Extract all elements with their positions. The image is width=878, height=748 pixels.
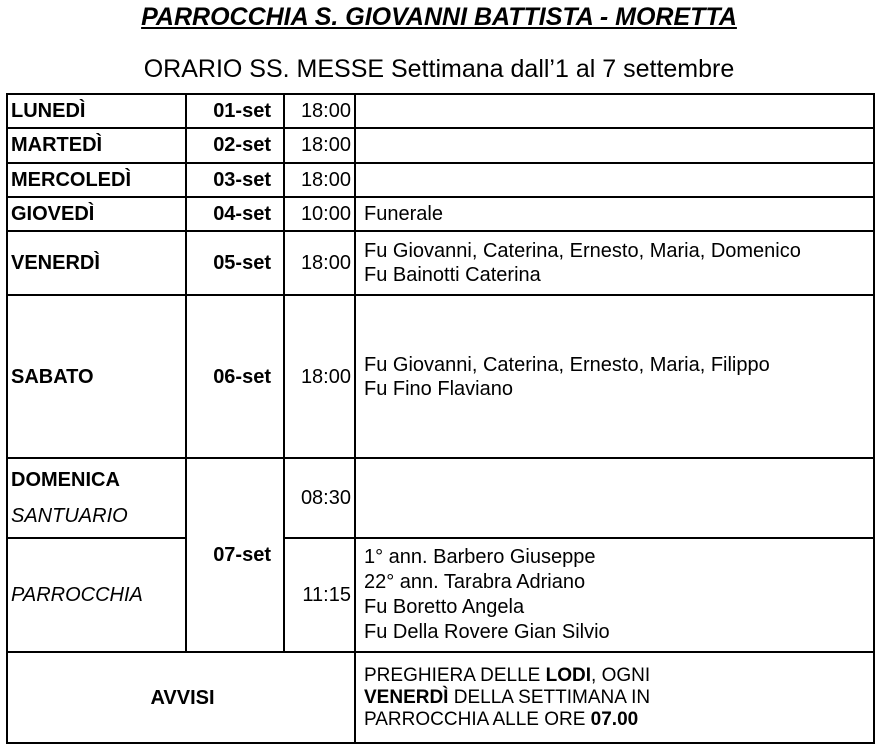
sunday-day-label: DOMENICA	[11, 469, 120, 492]
santuario-label: SANTUARIO	[11, 505, 128, 528]
notes-cell	[355, 295, 874, 459]
mass-schedule-table	[6, 93, 875, 744]
table-row	[7, 538, 874, 652]
date-cell: 03-set	[186, 163, 284, 197]
note-line: Funerale	[364, 203, 443, 226]
note-line: Fu Fino Flaviano	[364, 377, 513, 400]
date-cell: 04-set	[186, 197, 284, 231]
table-row	[7, 197, 874, 231]
date-cell: 05-set	[186, 231, 284, 295]
table-row	[7, 163, 874, 197]
table-row	[7, 231, 874, 295]
time-cell: 18:00	[284, 231, 355, 295]
parrocchia-label: PARROCCHIA	[7, 538, 186, 652]
table-row	[7, 652, 874, 743]
day-cell: GIOVEDÌ	[7, 197, 186, 231]
time-cell: 18:00	[284, 163, 355, 197]
note-line: Fu Giovanni, Caterina, Ernesto, Maria, Domenico	[364, 240, 801, 263]
notes-cell	[355, 231, 874, 295]
time-cell: 08:30	[284, 458, 355, 538]
date-cell: 01-set	[186, 94, 284, 128]
avvisi-label: AVVISI	[7, 652, 355, 743]
time-cell: 18:00	[284, 94, 355, 128]
day-cell: MARTEDÌ	[7, 128, 186, 162]
table-row	[7, 94, 874, 128]
page-title: PARROCCHIA S. GIOVANNI BATTISTA - MORETTA	[141, 3, 737, 31]
time-cell: 10:00	[284, 197, 355, 231]
note-line: Fu Boretto Angela	[364, 596, 525, 619]
notes-cell	[355, 197, 874, 231]
time-cell: 18:00	[284, 295, 355, 459]
date-cell: 07-set	[186, 458, 284, 652]
avvisi-text: PREGHIERA DELLE LODI, OGNI VENERDÌ DELLA SETTIMANA IN PARROCCHIA ALLE ORE 07.00	[355, 652, 874, 743]
page-subtitle: ORARIO SS. MESSE Settimana dall’1 al 7 settembre	[143, 55, 735, 83]
note-line: Fu Della Rovere Gian Silvio	[364, 621, 610, 644]
day-cell: SABATO	[7, 295, 186, 459]
time-cell: 11:15	[284, 538, 355, 652]
note-line: Fu Bainotti Caterina	[364, 264, 541, 287]
time-cell: 18:00	[284, 128, 355, 162]
notes-cell	[355, 163, 874, 197]
notes-cell	[355, 94, 874, 128]
day-cell: LUNEDÌ	[7, 94, 186, 128]
table-row	[7, 458, 874, 538]
day-cell: MERCOLEDÌ	[7, 163, 186, 197]
notes-cell	[355, 128, 874, 162]
notes-cell	[355, 458, 874, 538]
table-row	[7, 295, 874, 459]
date-cell: 02-set	[186, 128, 284, 162]
day-cell: VENERDÌ	[7, 231, 186, 295]
notes-cell	[355, 538, 874, 652]
note-line: Fu Giovanni, Caterina, Ernesto, Maria, Filippo	[364, 353, 770, 376]
date-cell: 06-set	[186, 295, 284, 459]
note-line: 1° ann. Barbero Giuseppe	[364, 546, 596, 569]
day-cell	[7, 458, 186, 538]
table-row	[7, 128, 874, 162]
note-line: 22° ann. Tarabra Adriano	[364, 571, 586, 594]
